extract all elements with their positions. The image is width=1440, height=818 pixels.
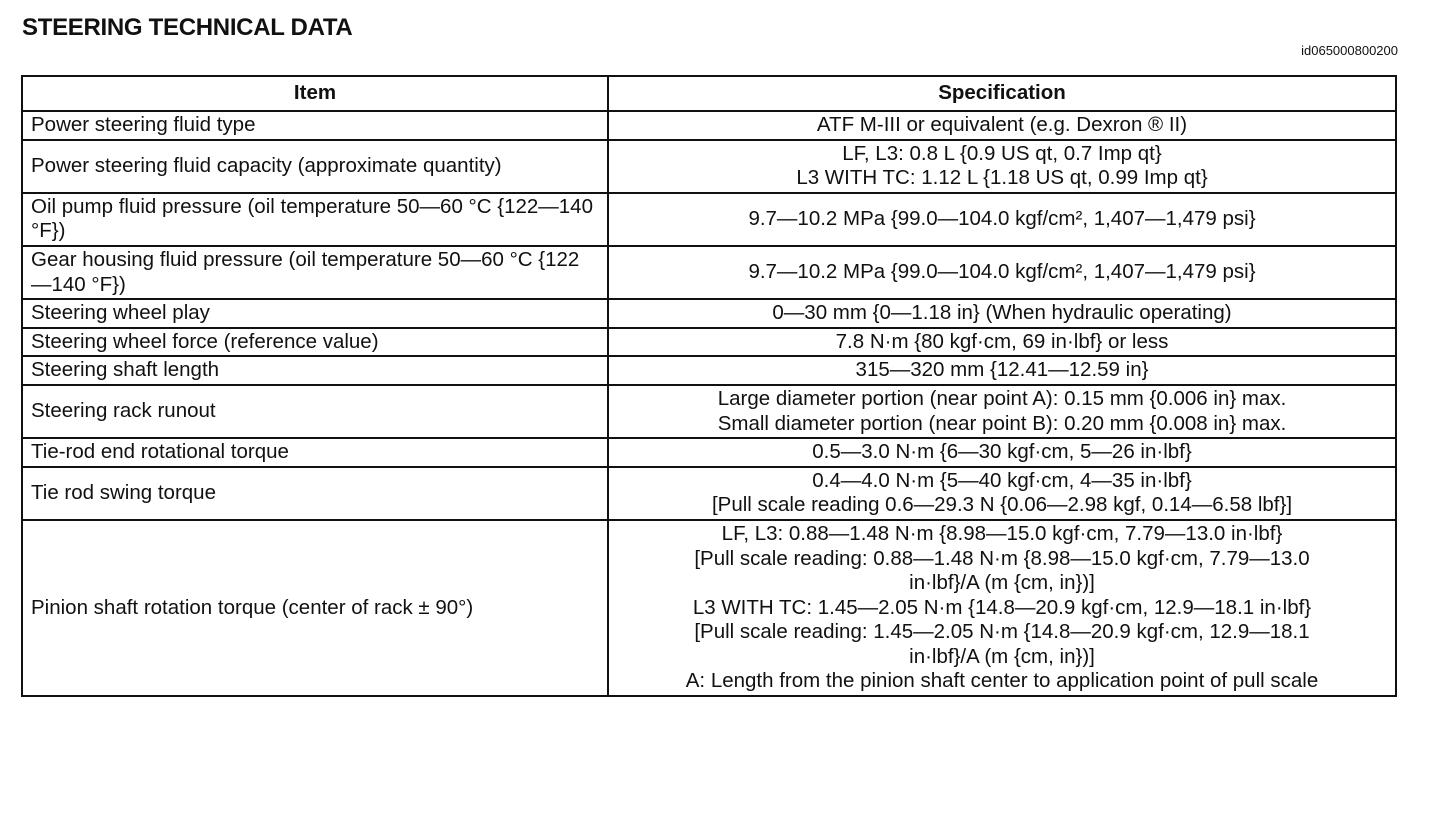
specification-cell <box>608 385 1396 438</box>
specification-line: in·lbf}/A (m {cm, in})] <box>909 571 1095 595</box>
specification-cell <box>608 299 1396 328</box>
specification-line: 9.7—10.2 MPa {99.0—104.0 kgf/cm², 1,407—1,479 psi} <box>748 207 1256 231</box>
table-row <box>22 385 1396 438</box>
specification-line: L3 WITH TC: 1.12 L {1.18 US qt, 0.99 Imp qt} <box>796 166 1208 190</box>
item-cell: Steering rack runout <box>22 385 608 438</box>
item-cell: Steering shaft length <box>22 356 608 385</box>
specification-cell <box>608 356 1396 385</box>
specification-line: Small diameter portion (near point B): 0.20 mm {0.008 in} max. <box>717 411 1287 435</box>
table-row <box>22 140 1396 193</box>
specification-line: 0—30 mm {0—1.18 in} (When hydraulic operating) <box>772 301 1232 325</box>
specification-cell <box>608 467 1396 520</box>
column-header-specification: Specification <box>608 76 1396 111</box>
item-cell: Tie rod swing torque <box>22 467 608 520</box>
specification-line: A: Length from the pinion shaft center to application point of pull scale <box>685 669 1319 693</box>
table-row <box>22 328 1396 357</box>
specification-line: L3 WITH TC: 1.45—2.05 N·m {14.8—20.9 kgf·cm, 12.9—18.1 in·lbf} <box>692 595 1312 619</box>
specification-cell <box>608 140 1396 193</box>
specification-cell <box>608 193 1396 246</box>
specification-line: [Pull scale reading: 1.45—2.05 N·m {14.8—20.9 kgf·cm, 12.9—18.1 <box>694 620 1310 644</box>
specification-line: [Pull scale reading: 0.88—1.48 N·m {8.98—15.0 kgf·cm, 7.79—13.0 <box>694 546 1310 570</box>
document-id: id065000800200 <box>1301 43 1398 58</box>
item-cell: Steering wheel play <box>22 299 608 328</box>
item-cell: Pinion shaft rotation torque (center of rack ± 90°) <box>22 520 608 696</box>
specification-line: 9.7—10.2 MPa {99.0—104.0 kgf/cm², 1,407—1,479 psi} <box>748 260 1256 284</box>
column-header-item: Item <box>22 76 608 111</box>
specification-cell <box>608 246 1396 299</box>
specification-line: 315—320 mm {12.41—12.59 in} <box>855 358 1149 382</box>
specification-cell <box>608 111 1396 140</box>
specification-line: 0.5—3.0 N·m {6—30 kgf·cm, 5—26 in·lbf} <box>812 440 1192 464</box>
specification-line: 0.4—4.0 N·m {5—40 kgf·cm, 4—35 in·lbf} <box>812 468 1192 492</box>
specification-line: LF, L3: 0.8 L {0.9 US qt, 0.7 Imp qt} <box>842 141 1162 165</box>
table-row <box>22 111 1396 140</box>
table-row <box>22 356 1396 385</box>
table-body <box>22 111 1396 696</box>
specification-line: [Pull scale reading 0.6—29.3 N {0.06—2.98 kgf, 0.14—6.58 lbf}] <box>711 493 1293 517</box>
specification-cell <box>608 328 1396 357</box>
item-cell: Oil pump fluid pressure (oil temperature 50—60 °C {122—140 °F}) <box>22 193 608 246</box>
specification-line: in·lbf}/A (m {cm, in})] <box>909 644 1095 668</box>
item-cell: Tie-rod end rotational torque <box>22 438 608 467</box>
spec-table <box>21 75 1397 697</box>
specification-line: Large diameter portion (near point A): 0.15 mm {0.006 in} max. <box>717 386 1287 410</box>
table-row <box>22 467 1396 520</box>
specification-line: 7.8 N·m {80 kgf·cm, 69 in·lbf} or less <box>835 329 1169 353</box>
table-row <box>22 520 1396 696</box>
table-row <box>22 438 1396 467</box>
item-cell: Gear housing fluid pressure (oil temperature 50—60 °C {122—140 °F}) <box>22 246 608 299</box>
specification-cell <box>608 438 1396 467</box>
table-row <box>22 193 1396 246</box>
item-cell: Power steering fluid capacity (approximate quantity) <box>22 140 608 193</box>
header-row <box>22 76 1396 111</box>
table-row <box>22 299 1396 328</box>
page-title: STEERING TECHNICAL DATA <box>22 14 353 41</box>
specification-line: LF, L3: 0.88—1.48 N·m {8.98—15.0 kgf·cm, 7.79—13.0 in·lbf} <box>721 521 1283 545</box>
item-cell: Power steering fluid type <box>22 111 608 140</box>
table-row <box>22 246 1396 299</box>
specification-line: ATF M-III or equivalent (e.g. Dexron ® II) <box>816 113 1188 136</box>
item-cell: Steering wheel force (reference value) <box>22 328 608 357</box>
specification-cell <box>608 520 1396 696</box>
